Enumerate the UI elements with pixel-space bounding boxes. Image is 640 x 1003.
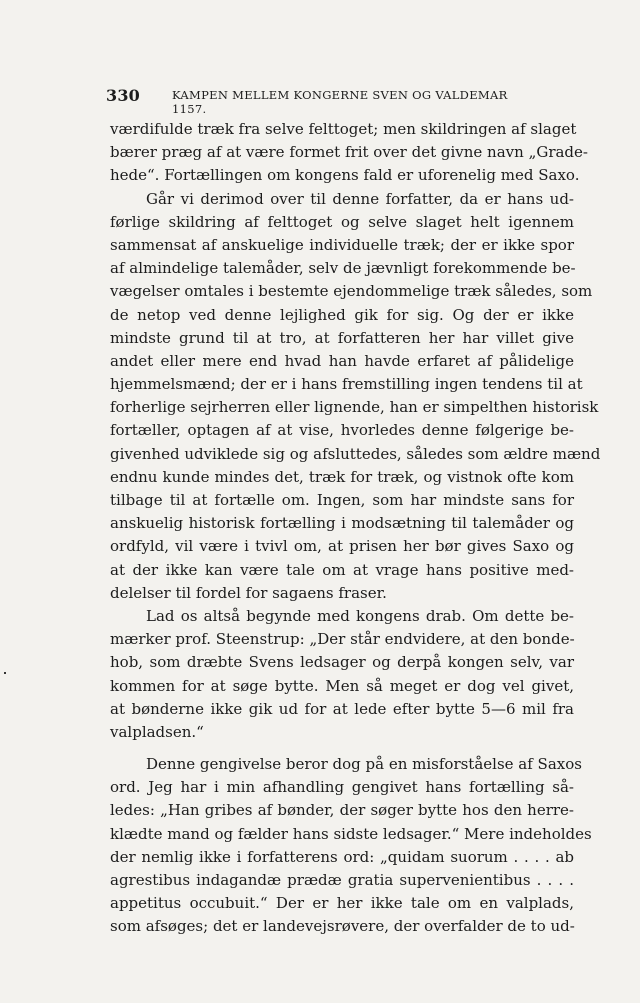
text-line: delelser til fordel for sagaens fraser.	[110, 583, 387, 602]
text-line: vægelser omtales i bestemte ejendommelige træk således, som	[110, 282, 593, 301]
text-line: hede“. Fortællingen om kongens fald er uforenelig med Saxo.	[110, 166, 580, 185]
text-line: hob, som dræbte Svens ledsager og derpå kongen selv, var	[110, 653, 574, 672]
text-line: tilbage til at fortælle om. Ingen, som har mindste sans for	[110, 491, 574, 509]
page-number: 330	[106, 86, 140, 105]
text-line: Lad os altså begynde med kongens drab. Om dette be-	[146, 606, 574, 625]
body-text	[110, 118, 601, 939]
text-line: kommen for at søge bytte. Men så meget er dog vel givet,	[110, 676, 574, 695]
text-line: appetitus occubuit.“ Der er her ikke tale om en valplads,	[110, 894, 574, 913]
page-header	[106, 86, 538, 116]
text-line: der nemlig ikke i forfatterens ord: „quidam suorum . . . . ab	[110, 847, 574, 866]
paragraph-2	[110, 188, 601, 605]
text-line: ordfyld, vil være i tvivl om, at prisen her bør gives Saxo og	[110, 537, 574, 556]
text-line: hjemmelsmænd; der er i hans fremstilling ingen tendens til at	[110, 375, 583, 394]
running-title: KAMPEN MELLEM KONGERNE SVEN OG VALDEMAR 1157.	[172, 88, 508, 116]
text-line: mærker prof. Steenstrup: „Der står endvidere, at den bonde-	[110, 630, 575, 649]
text-line: førlige skildring af felttoget og selve slaget helt igennem	[110, 212, 574, 231]
text-line: forherlige sejrherren eller lignende, han er simpelthen historisk	[110, 398, 599, 417]
text-line: at bønderne ikke gik ud for at lede efter bytte 5—6 mil fra	[110, 699, 574, 718]
text-line: endnu kunde mindes det, træk for træk, og vistnok ofte kom	[110, 467, 574, 486]
text-line: mindste grund til at tro, at forfatteren her har villet give	[110, 328, 574, 347]
text-line: værdifulde træk fra selve felttoget; men skildringen af slaget	[110, 120, 577, 138]
text-line: sammensat af anskuelige individuelle træk; der er ikke spor	[110, 235, 574, 254]
text-line: de netop ved denne lejlighed gik for sig. Og der er ikke	[110, 305, 574, 324]
text-line: fortæller, optagen af at vise, hvorledes denne følgerige be-	[110, 421, 574, 440]
text-line: ledes: „Han gribes af bønder, der søger bytte hos den herre-	[110, 801, 574, 820]
paragraph-4	[110, 753, 592, 939]
text-line: Denne gengivelse beror dog på en misforståelse af Saxos	[146, 755, 582, 774]
paragraph-1	[110, 118, 588, 188]
text-line: af almindelige talemåder, selv de jævnligt forekommende be-	[110, 259, 576, 278]
text-line: anskuelig historisk fortælling i modsætning til talemåder og	[110, 514, 574, 533]
text-line: Går vi derimod over til denne forfatter, da er hans ud-	[146, 189, 574, 208]
text-line: at der ikke kan være tale om at vrage hans positive med-	[110, 560, 574, 579]
text-line: andet eller mere end hvad han havde erfaret af pålidelige	[110, 351, 574, 370]
paragraph-spacer	[110, 744, 574, 753]
paragraph-3	[110, 605, 574, 744]
text-line: givenhed udviklede sig og afsluttedes, således som ældre mænd	[110, 444, 601, 463]
text-line: klædte mand og fælder hans sidste ledsager.“ Mere indeholdes	[110, 824, 592, 843]
text-line: som afsøges; det er landevejsrøvere, der overfalder de to ud-	[110, 917, 575, 936]
text-line: bærer præg af at være formet frit over det givne navn „Grade-	[110, 143, 588, 162]
text-line: ord. Jeg har i min afhandling gengivet hans fortælling så-	[110, 778, 574, 797]
text-line: valpladsen.“	[110, 722, 204, 741]
text-line: agrestibus indagandæ prædæ gratia supervenientibus . . . .	[110, 871, 574, 889]
margin-speck	[4, 672, 6, 674]
